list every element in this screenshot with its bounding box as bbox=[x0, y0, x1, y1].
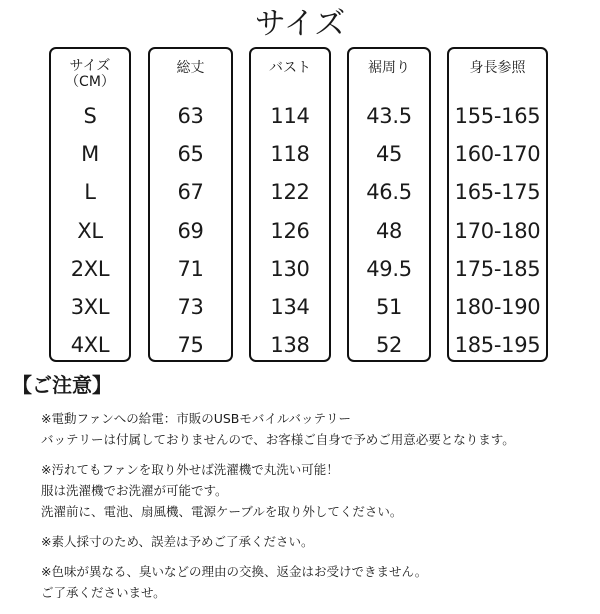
size-cell: M bbox=[81, 142, 99, 167]
length-cell: 75 bbox=[177, 333, 204, 358]
notice-heading: 【ご注意】 bbox=[12, 373, 112, 397]
length-cell: 63 bbox=[177, 104, 204, 128]
notice-line: ※汚れてもファンを取り外せば洗濯機で丸洗い可能！ bbox=[41, 462, 339, 477]
bust-cell: 138 bbox=[270, 333, 310, 358]
height-ref-cell: 160-170 bbox=[454, 142, 541, 167]
hem-cell: 52 bbox=[375, 333, 403, 358]
notice-line: ※電動ファンへの給電：市販のUSBモバイルバッテリー bbox=[41, 411, 352, 426]
height-ref-cell: 175-185 bbox=[454, 256, 541, 281]
bust-cell: 130 bbox=[270, 256, 310, 281]
bust-column-header: バスト bbox=[269, 60, 311, 76]
length-column bbox=[148, 47, 233, 362]
size-cell: XL bbox=[77, 218, 103, 243]
length-cell: 69 bbox=[177, 218, 204, 243]
hem-cell: 48 bbox=[375, 218, 403, 243]
size-cell: 2XL bbox=[70, 256, 110, 281]
notice-line: ※素人採寸のため、誤差は予めご了承ください。 bbox=[41, 534, 314, 549]
size-cell: 3XL bbox=[70, 294, 110, 319]
bust-cell: 134 bbox=[270, 294, 310, 319]
bust-column bbox=[249, 47, 331, 362]
size-cell: S bbox=[83, 104, 97, 128]
notice-line: 洗濯前に、電池、扇風機、電源ケーブルを取り外してください。 bbox=[41, 504, 403, 519]
size-header-line2: （CM） bbox=[65, 74, 115, 90]
notice-line: ※色味が異なる、臭いなどの理由の交換、返金はお受けできません。 bbox=[41, 564, 428, 579]
height-ref-cell: 185-195 bbox=[454, 333, 541, 358]
hem-cell: 43.5 bbox=[366, 104, 412, 128]
bust-cell: 114 bbox=[270, 104, 310, 128]
notice-line: ご了承くださいませ。 bbox=[41, 585, 166, 600]
hem-cell: 45 bbox=[375, 142, 403, 167]
length-cell: 71 bbox=[177, 256, 204, 281]
page-title: サイズ bbox=[254, 6, 346, 42]
hem-cell: 51 bbox=[375, 294, 403, 319]
height-ref-column-header: 身長参照 bbox=[469, 60, 526, 76]
length-cell: 67 bbox=[177, 180, 204, 205]
hem-cell: 49.5 bbox=[366, 256, 412, 281]
height-ref-column bbox=[447, 47, 548, 362]
bust-cell: 126 bbox=[270, 218, 310, 243]
height-ref-cell: 180-190 bbox=[454, 294, 541, 319]
notice-line: バッテリーは付属しておりませんので、お客様ご自身で予めご用意必要となります。 bbox=[41, 432, 515, 447]
bust-cell: 118 bbox=[270, 142, 310, 167]
height-ref-cell: 170-180 bbox=[454, 218, 541, 243]
height-ref-cell: 155-165 bbox=[454, 104, 541, 128]
size-cell: 4XL bbox=[70, 333, 110, 358]
size-header-line1: サイズ bbox=[69, 58, 111, 74]
bust-cell: 122 bbox=[270, 180, 310, 205]
length-cell: 73 bbox=[177, 294, 204, 319]
length-column-header: 総丈 bbox=[176, 60, 205, 76]
size-column-header bbox=[51, 58, 129, 90]
notice-line: 服は洗濯機でお洗濯が可能です。 bbox=[41, 483, 228, 498]
height-ref-cell: 165-175 bbox=[454, 180, 541, 205]
notice-list bbox=[41, 408, 596, 603]
size-column bbox=[49, 47, 131, 362]
hem-column bbox=[347, 47, 431, 362]
size-cell: L bbox=[84, 180, 96, 205]
length-cell: 65 bbox=[177, 142, 204, 167]
hem-cell: 46.5 bbox=[366, 180, 412, 205]
hem-column-header: 裾周り bbox=[368, 60, 410, 76]
